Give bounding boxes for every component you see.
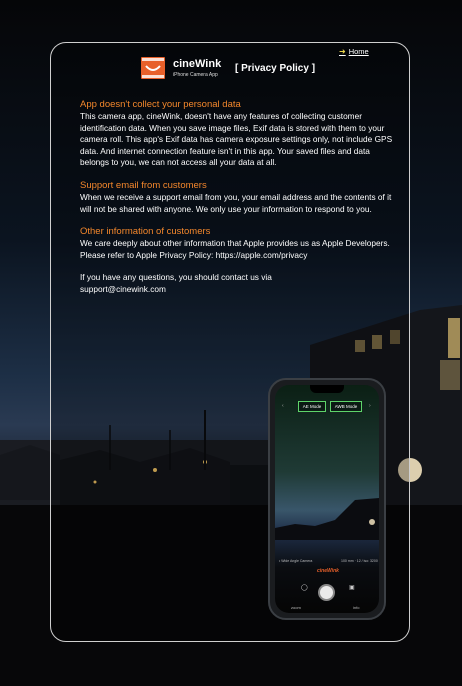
page-title: [ Privacy Policy ] [235,63,316,74]
brand-subtitle: iPhone Camera App [173,72,218,78]
section-body: When we receive a support email from you, your email address and the contents of it will not be shared with anyone. We only use your information to respond to you. [80,191,392,214]
info-label[interactable]: info [353,605,360,610]
phone-notch [310,385,344,393]
cinewink-logo-icon [141,57,165,79]
home-link[interactable] [339,47,369,56]
camera-caption-right: 100 mm · 12 / iso: 3200 [341,559,378,563]
policy-content [80,99,396,296]
arrow-right-icon: ➜ [339,47,346,56]
section-body: We care deeply about other information that Apple provides us as Apple Developers. [80,238,390,249]
section-body: This camera app, cineWink, doesn't have any features of collecting customer identification data. When you save image files, Exif data is stored with them to your camera roll. This app's Exif data has camera exposure settings only, not include GPS data. And internet connection feature isn't in this app. Your saved files and data belongs to you, we can not access all your data at all. [80,111,393,168]
phone-brand-mark: cineWink [317,568,339,574]
chevron-left-icon: ‹ [282,403,284,409]
chevron-right-icon: › [369,403,371,409]
contact-email[interactable]: support@cinewink.com [80,283,166,294]
shutter-button[interactable] [318,584,335,601]
section-body-link-line: Please refer to Apple Privacy Policy: https://apple.com/privacy [80,249,308,260]
ae-mode-button[interactable]: AE Mode [298,401,326,412]
home-link-label[interactable]: Home [348,47,369,56]
brand-name: cineWink [173,58,222,70]
section-title: Support email from customers [80,179,207,191]
section-title: App doesn't collect your personal data [80,99,241,110]
contact-text: If you have any questions, you should contact us via [80,272,272,283]
awb-mode-button[interactable]: AWB Mode [330,401,362,412]
phone-screen [275,385,379,613]
timer-icon[interactable]: ◯ [301,585,308,591]
camera-caption-left: • Wide Angle Camera [279,559,313,563]
camera-icon[interactable]: ▣ [349,585,355,591]
phone-preview-scene [275,480,379,540]
zoom-label[interactable]: zoom [291,605,301,610]
section-title: Other information of customers [80,226,211,238]
iphone-mockup [268,378,386,620]
